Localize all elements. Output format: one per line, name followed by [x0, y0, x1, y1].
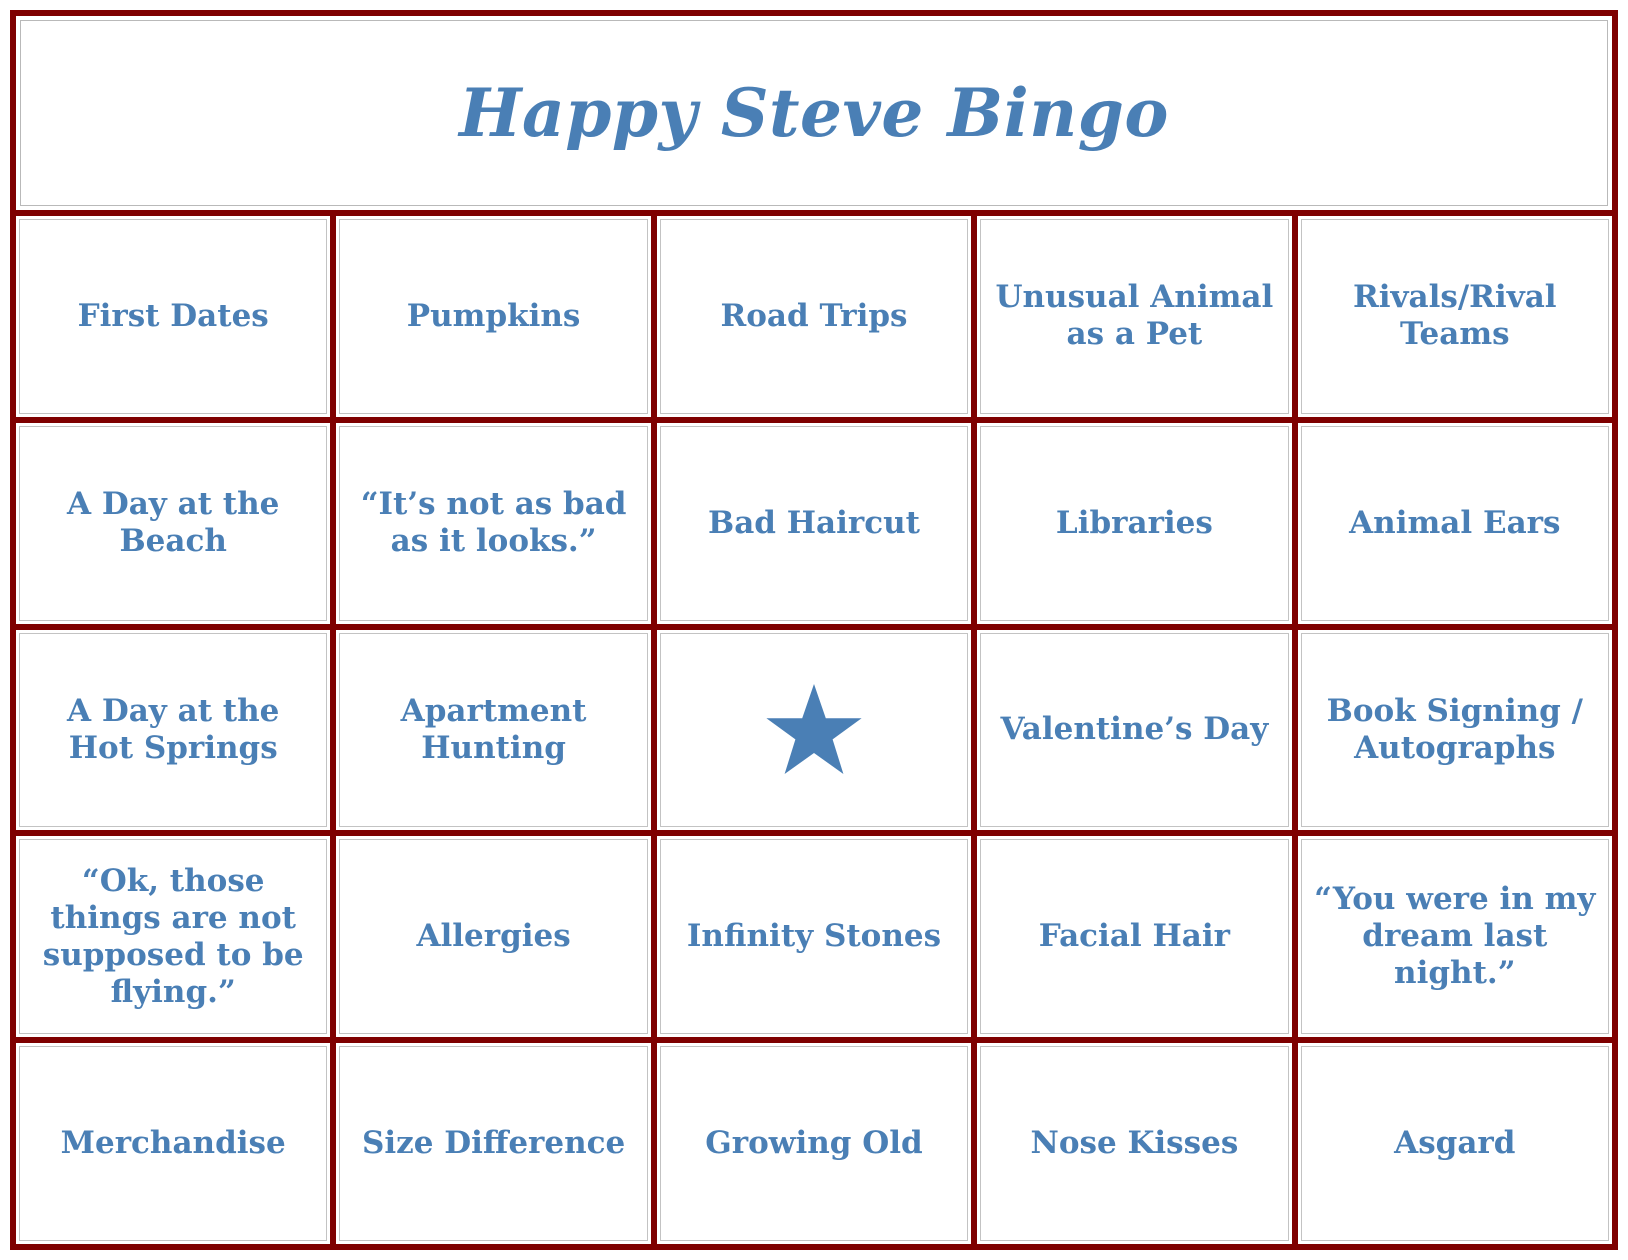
bingo-cell-label: Facial Hair — [1038, 918, 1230, 955]
bingo-cell-not-as-bad[interactable] — [336, 423, 650, 624]
bingo-cell-label: Libraries — [1055, 504, 1213, 541]
bingo-cell-unusual-animal[interactable] — [977, 216, 1291, 417]
bingo-cell-dream[interactable] — [1298, 836, 1612, 1037]
bingo-cell-label: Asgard — [1394, 1125, 1516, 1162]
bingo-cell-label: Growing Old — [705, 1125, 923, 1162]
bingo-cell-label: Bad Haircut — [708, 504, 920, 541]
bingo-cell-bad-haircut[interactable] — [657, 423, 971, 624]
bingo-cell-beach[interactable] — [16, 423, 330, 624]
bingo-grid — [16, 216, 1612, 1244]
star-icon — [764, 682, 864, 778]
bingo-cell-label: A Day at the Beach — [66, 486, 280, 560]
page-title: Happy Steve Bingo — [459, 74, 1169, 152]
bingo-cell-growing-old[interactable] — [657, 1043, 971, 1244]
bingo-board — [10, 10, 1618, 1250]
bingo-cell-book-signing[interactable] — [1298, 630, 1612, 831]
bingo-cell-pumpkins[interactable] — [336, 216, 650, 417]
bingo-cell-apartment-hunting[interactable] — [336, 630, 650, 831]
bingo-cell-label: Unusual Animal as a Pet — [995, 279, 1274, 353]
bingo-cell-label: Merchandise — [60, 1125, 286, 1162]
bingo-cell-label: Rivals/Rival Teams — [1352, 279, 1557, 353]
bingo-cell-label: Allergies — [416, 918, 571, 955]
bingo-cell-label: Book Signing / Autographs — [1326, 692, 1583, 766]
bingo-cell-size-difference[interactable] — [336, 1043, 650, 1244]
bingo-cell-hot-springs[interactable] — [16, 630, 330, 831]
title-cell — [16, 16, 1612, 216]
bingo-cell-label: A Day at the Hot Springs — [66, 692, 280, 766]
bingo-cell-merchandise[interactable] — [16, 1043, 330, 1244]
bingo-cell-label: First Dates — [77, 297, 269, 334]
bingo-cell-flying-things[interactable] — [16, 836, 330, 1037]
bingo-cell-label: “You were in my dream last night.” — [1314, 881, 1596, 992]
bingo-cell-label: Infinity Stones — [686, 918, 942, 955]
bingo-cell-infinity-stones[interactable] — [657, 836, 971, 1037]
bingo-cell-libraries[interactable] — [977, 423, 1291, 624]
bingo-cell-rivals[interactable] — [1298, 216, 1612, 417]
bingo-cell-label: Apartment Hunting — [400, 692, 587, 766]
bingo-cell-label: Nose Kisses — [1030, 1125, 1239, 1162]
bingo-cell-label: Road Trips — [720, 297, 908, 334]
bingo-cell-valentines-day[interactable] — [977, 630, 1291, 831]
bingo-cell-first-dates[interactable] — [16, 216, 330, 417]
bingo-cell-nose-kisses[interactable] — [977, 1043, 1291, 1244]
bingo-cell-allergies[interactable] — [336, 836, 650, 1037]
bingo-cell-label: “Ok, those things are not supposed to be flying.” — [42, 862, 304, 1010]
bingo-cell-free-space[interactable] — [657, 630, 971, 831]
bingo-cell-road-trips[interactable] — [657, 216, 971, 417]
bingo-cell-facial-hair[interactable] — [977, 836, 1291, 1037]
bingo-cell-label: “It’s not as bad as it looks.” — [360, 486, 627, 560]
bingo-cell-label: Valentine’s Day — [1000, 711, 1269, 748]
bingo-cell-label: Size Difference — [361, 1125, 626, 1162]
bingo-cell-animal-ears[interactable] — [1298, 423, 1612, 624]
bingo-cell-label: Pumpkins — [406, 297, 581, 334]
bingo-cell-asgard[interactable] — [1298, 1043, 1612, 1244]
bingo-cell-label: Animal Ears — [1349, 504, 1561, 541]
